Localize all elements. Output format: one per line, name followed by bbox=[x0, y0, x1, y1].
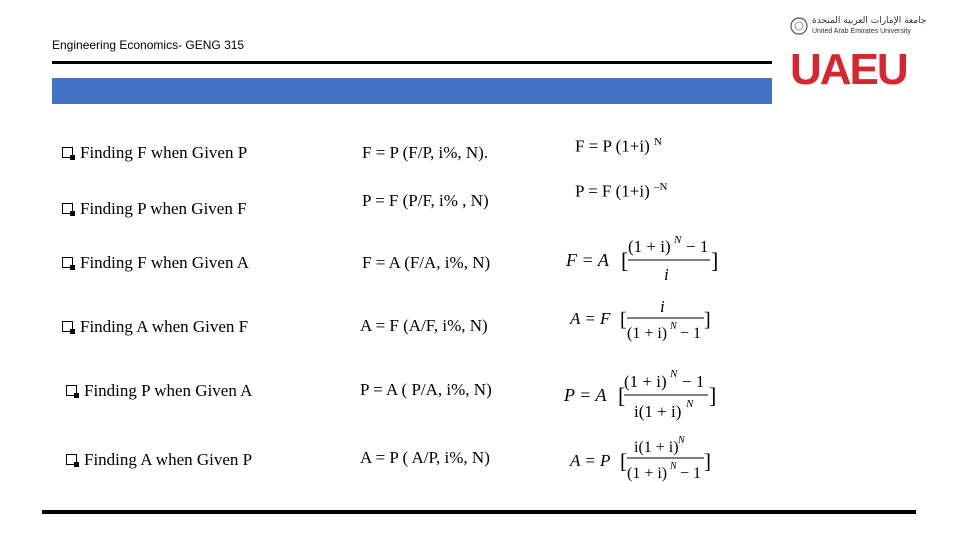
list-item bbox=[62, 317, 248, 337]
factor-notation: F = A (F/A, i%, N) bbox=[362, 253, 491, 272]
svg-text:N: N bbox=[670, 461, 677, 472]
svg-text:P = A: P = A bbox=[564, 385, 607, 405]
svg-text:[: [ bbox=[620, 309, 627, 331]
closed-form-formula: P = F (1+i) $^{-N}$ bbox=[575, 181, 668, 201]
row-label: Finding P when Given F bbox=[80, 199, 247, 218]
equation-p-given-a bbox=[564, 367, 724, 423]
factor-notation: P = A ( P/A, i%, N) bbox=[360, 380, 492, 399]
equation-f-given-a bbox=[566, 234, 726, 288]
factor-notation: F = P (F/P, i%, N). bbox=[362, 143, 489, 162]
checkbox-bullet-icon bbox=[62, 257, 73, 268]
svg-text:F = A: F = A bbox=[566, 250, 609, 270]
svg-text:N: N bbox=[678, 435, 685, 446]
checkbox-bullet-icon bbox=[62, 203, 73, 214]
factor-notation: P = F (P/F, i% , N) bbox=[362, 191, 489, 210]
university-seal-icon bbox=[790, 17, 808, 35]
svg-text:i(1 + i): i(1 + i) bbox=[634, 402, 682, 421]
svg-text:]: ] bbox=[704, 449, 711, 473]
list-item bbox=[62, 143, 247, 163]
logo-english-text: United Arab Emirates University bbox=[812, 28, 911, 35]
row-label: Finding P when Given A bbox=[84, 381, 253, 400]
svg-text:]: ] bbox=[709, 383, 717, 408]
equation-a-given-p bbox=[570, 434, 720, 486]
svg-text:N: N bbox=[670, 368, 678, 380]
checkbox-bullet-icon bbox=[66, 454, 77, 465]
row-label: Finding A when Given F bbox=[80, 317, 249, 336]
course-title: Engineering Economics- GENG 315 bbox=[52, 38, 245, 52]
checkbox-bullet-icon bbox=[62, 321, 73, 332]
closed-form-formula: F = P (1+i) $^N$ bbox=[575, 136, 662, 156]
svg-text:− 1: − 1 bbox=[682, 372, 705, 391]
header-band bbox=[52, 78, 772, 104]
header-rule bbox=[52, 61, 772, 64]
svg-text:A = F: A = F bbox=[570, 309, 611, 328]
checkbox-bullet-icon bbox=[62, 147, 73, 158]
svg-text:]: ] bbox=[704, 309, 711, 331]
svg-text:N: N bbox=[670, 321, 677, 332]
svg-text:(1 + i): (1 + i) bbox=[627, 465, 668, 482]
svg-text:A = P: A = P bbox=[570, 451, 611, 470]
list-item bbox=[62, 199, 247, 219]
svg-text:(1 + i): (1 + i) bbox=[628, 237, 671, 256]
list-item bbox=[62, 253, 249, 273]
svg-text:N: N bbox=[674, 234, 682, 246]
uaeu-logo: UAEU bbox=[790, 45, 907, 94]
svg-text:i: i bbox=[660, 297, 665, 316]
svg-text:[: [ bbox=[620, 449, 627, 473]
svg-text:[: [ bbox=[621, 248, 629, 273]
svg-text:]: ] bbox=[711, 248, 719, 273]
list-item bbox=[66, 450, 252, 470]
footer-rule bbox=[42, 510, 916, 514]
row-label: Finding F when Given A bbox=[80, 253, 250, 272]
svg-text:− 1: − 1 bbox=[680, 325, 702, 342]
equation-a-given-f bbox=[570, 298, 720, 348]
svg-text:[: [ bbox=[618, 383, 626, 408]
svg-text:− 1: − 1 bbox=[680, 465, 702, 482]
row-label: Finding F when Given P bbox=[80, 143, 248, 162]
svg-text:− 1: − 1 bbox=[686, 237, 709, 256]
row-label: Finding A when Given P bbox=[84, 450, 253, 469]
svg-text:N: N bbox=[686, 398, 694, 410]
svg-text:i: i bbox=[664, 265, 669, 284]
logo-arabic-text: جامعة الإمارات العربية المتحدة bbox=[812, 16, 927, 26]
svg-text:(1 + i): (1 + i) bbox=[627, 325, 668, 342]
svg-text:(1 + i): (1 + i) bbox=[624, 372, 667, 391]
factor-notation: A = F (A/F, i%, N) bbox=[360, 316, 488, 335]
checkbox-bullet-icon bbox=[66, 385, 77, 396]
list-item bbox=[66, 381, 252, 401]
svg-text:i(1 + i): i(1 + i) bbox=[634, 439, 679, 456]
factor-notation: A = P ( A/P, i%, N) bbox=[360, 448, 490, 467]
